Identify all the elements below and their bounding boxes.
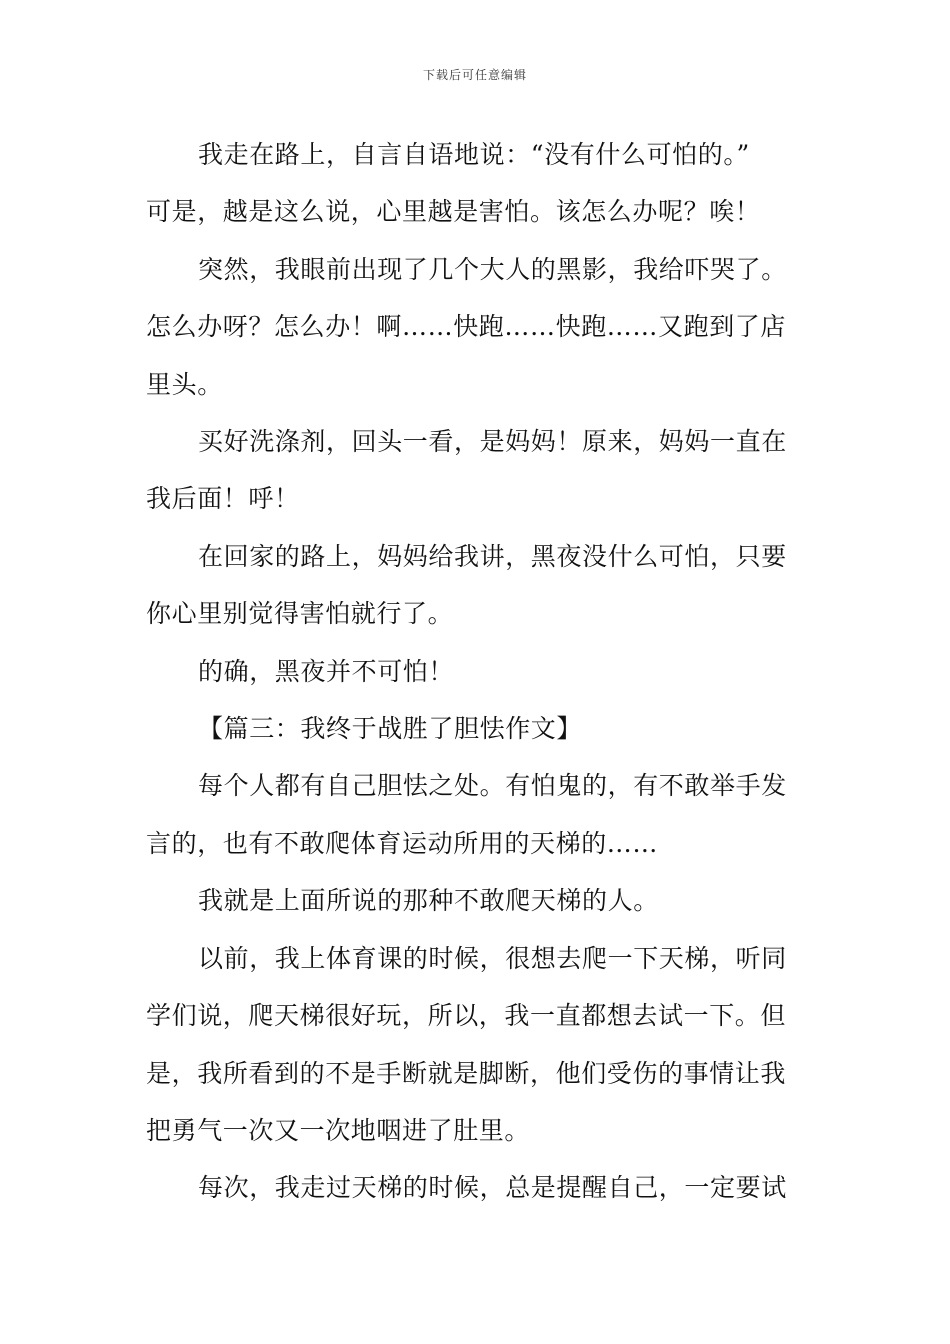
text-line: 买好洗涤剂，回头一看，是妈妈！原来，妈妈一直在 xyxy=(198,427,787,457)
text-line: 我就是上面所说的那种不敢爬天梯的人。 xyxy=(198,886,659,916)
text-line: 把勇气一次又一次地咽进了肚里。 xyxy=(146,1115,531,1145)
text-line: 的确，黑夜并不可怕！ xyxy=(198,656,455,686)
paragraph xyxy=(146,930,806,1160)
paragraph xyxy=(146,872,806,929)
text-line: 在回家的路上，妈妈给我讲，黑夜没什么可怕，只要 xyxy=(198,541,787,571)
paragraph xyxy=(146,757,806,872)
paragraph xyxy=(146,241,806,413)
text-line: 你心里别觉得害怕就行了。 xyxy=(146,599,454,629)
text-line: 突然，我眼前出现了几个大人的黑影，我给吓哭了。 xyxy=(198,254,787,284)
text-line: 我走在路上，自言自语地说：“没有什么可怕的。” xyxy=(198,140,750,169)
text-line: 可是，越是这么说，心里越是害怕。该怎么办呢？唉！ xyxy=(146,197,761,227)
section-heading-text: 【篇三：我终于战胜了胆怯作文】 xyxy=(198,714,583,744)
text-line: 言的，也有不敢爬体育运动所用的天梯的…… xyxy=(146,828,659,858)
text-line: 每个人都有自己胆怯之处。有怕鬼的，有不敢举手发 xyxy=(198,771,787,801)
text-line: 里头。 xyxy=(146,369,223,399)
section-heading xyxy=(146,700,806,757)
paragraph xyxy=(146,126,806,241)
document-body xyxy=(146,126,806,1217)
text-line: 是，我所看到的不是手断就是脚断，他们受伤的事情让我 xyxy=(146,1058,787,1088)
paragraph xyxy=(146,413,806,528)
text-line: 怎么办呀？怎么办！啊……快跑……快跑……又跑到了店 xyxy=(146,312,787,342)
text-line: 每次，我走过天梯的时候，总是提醒自己，一定要试 xyxy=(198,1173,787,1203)
text-line: 以前，我上体育课的时候，很想去爬一下天梯，听同 xyxy=(198,943,787,973)
page-header: 下载后可任意编辑 xyxy=(422,68,527,82)
paragraph xyxy=(146,643,806,700)
text-line: 我后面！呼！ xyxy=(146,484,300,514)
paragraph xyxy=(146,528,806,643)
paragraph xyxy=(146,1159,806,1216)
text-line: 学们说，爬天梯很好玩，所以，我一直都想去试一下。但 xyxy=(146,1001,787,1031)
